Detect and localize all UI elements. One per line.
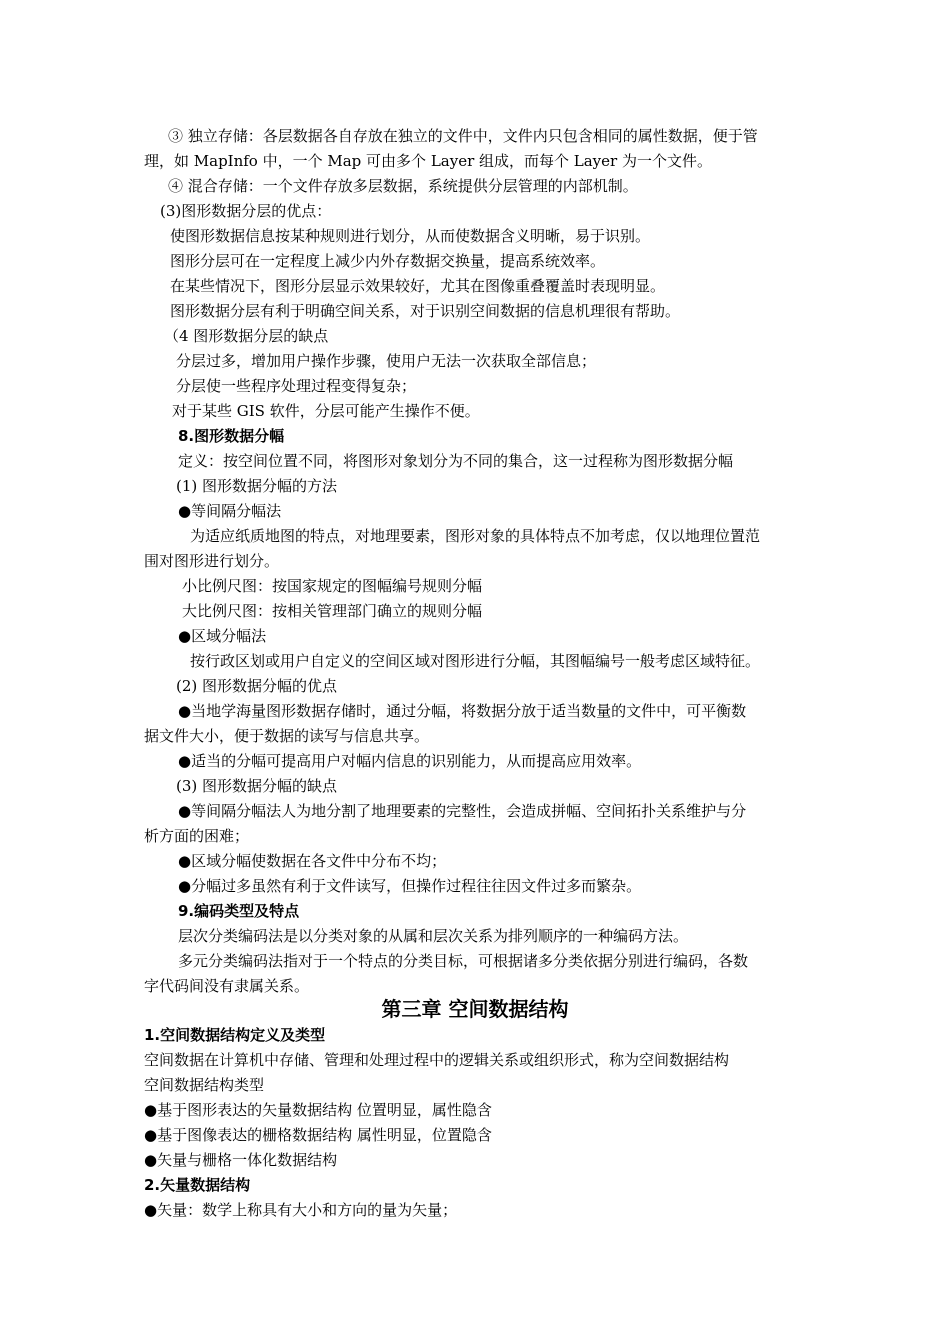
paragraph-line: 析方面的困难； <box>144 827 250 845</box>
paragraph-line: 为适应纸质地图的特点，对地理要素，图形对象的具体特点不加考虑，仅以地理位置范 <box>190 527 761 545</box>
paragraph-line: 多元分类编码法指对于一个特点的分类目标，可根据诸多分类依据分别进行编码，各数 <box>178 952 749 970</box>
paragraph-line: 小比例尺图：按国家规定的图幅编号规则分幅 <box>182 577 483 595</box>
section-heading: 9.编码类型及特点 <box>178 902 300 920</box>
paragraph-line: 层次分类编码法是以分类对象的从属和层次关系为排列顺序的一种编码方法。 <box>178 927 689 945</box>
paragraph-line: ④ 混合存储：一个文件存放多层数据，系统提供分层管理的内部机制。 <box>168 177 638 195</box>
paragraph-line: 图形数据分层有利于明确空间关系，对于识别空间数据的信息机理很有帮助。 <box>170 302 681 320</box>
paragraph-line: 理，如 MapInfo 中，一个 Map 可由多个 Layer 组成，而每个 Layer 为一个文件。 <box>144 152 712 170</box>
section-heading: (1) 图形数据分幅的方法 <box>176 477 338 495</box>
section-heading: (3) 图形数据分幅的缺点 <box>176 777 338 795</box>
paragraph-line: 按行政区划或用户自定义的空间区域对图形进行分幅，其图幅编号一般考虑区域特征。 <box>190 652 761 670</box>
paragraph-line: 空间数据结构类型 <box>144 1076 265 1094</box>
bullet-item: ●矢量与栅格一体化数据结构 <box>144 1151 338 1169</box>
paragraph-line: ③ 独立存储：各层数据各自存放在独立的文件中，文件内只包含相同的属性数据，便于管 <box>168 127 758 145</box>
paragraph-line: 使图形数据信息按某种规则进行划分，从而使数据含义明晰，易于识别。 <box>170 227 651 245</box>
bullet-item: ●基于图形表达的矢量数据结构 位置明显，属性隐含 <box>144 1101 492 1119</box>
section-heading: 2.矢量数据结构 <box>144 1176 251 1194</box>
paragraph-line: 在某些情况下，图形分层显示效果较好，尤其在图像重叠覆盖时表现明显。 <box>170 277 666 295</box>
bullet-item: ●矢量：数学上称具有大小和方向的量为矢量； <box>144 1201 458 1219</box>
paragraph-line: 分层使一些程序处理过程变得复杂； <box>176 377 417 395</box>
bullet-item: ●当地学海量图形数据存储时，通过分幅，将数据分放于适当数量的文件中，可平衡数 <box>178 702 747 720</box>
bullet-item: ●等间隔分幅法 <box>178 502 282 520</box>
paragraph-line: 围对图形进行划分。 <box>144 552 280 570</box>
bullet-item: ●适当的分幅可提高用户对幅内信息的识别能力，从而提高应用效率。 <box>178 752 642 770</box>
paragraph-line: 据文件大小，便于数据的读写与信息共享。 <box>144 727 430 745</box>
section-heading: (3)图形数据分层的优点： <box>160 202 332 220</box>
paragraph-line: 大比例尺图：按相关管理部门确立的规则分幅 <box>182 602 483 620</box>
bullet-item: ●区域分幅法 <box>178 627 267 645</box>
paragraph-line: 空间数据在计算机中存储、管理和处理过程中的逻辑关系或组织形式，称为空间数据结构 <box>144 1051 730 1069</box>
paragraph-line: 分层过多，增加用户操作步骤，使用户无法一次获取全部信息； <box>176 352 597 370</box>
section-heading: (2) 图形数据分幅的优点 <box>176 677 338 695</box>
paragraph-line: 图形分层可在一定程度上减少内外存数据交换量，提高系统效率。 <box>170 252 606 270</box>
bullet-item: ●基于图像表达的栅格数据结构 属性明显，位置隐含 <box>144 1126 492 1144</box>
bullet-item: ●等间隔分幅法人为地分割了地理要素的完整性，会造成拼幅、空间拓扑关系维护与分 <box>178 802 747 820</box>
bullet-item: ●区域分幅使数据在各文件中分布不均； <box>178 852 447 870</box>
paragraph-line: 定义：按空间位置不同，将图形对象划分为不同的集合，这一过程称为图形数据分幅 <box>178 452 734 470</box>
bullet-item: ●分幅过多虽然有利于文件读写，但操作过程往往因文件过多而繁杂。 <box>178 877 642 895</box>
paragraph-line: 字代码间没有隶属关系。 <box>144 977 310 995</box>
chapter-title: 第三章 空间数据结构 <box>381 997 569 1021</box>
section-heading: （4 图形数据分层的缺点 <box>164 327 329 345</box>
section-heading: 1.空间数据结构定义及类型 <box>144 1026 326 1044</box>
paragraph-line: 对于某些 GIS 软件，分层可能产生操作不便。 <box>172 402 480 420</box>
section-heading: 8.图形数据分幅 <box>178 427 285 445</box>
